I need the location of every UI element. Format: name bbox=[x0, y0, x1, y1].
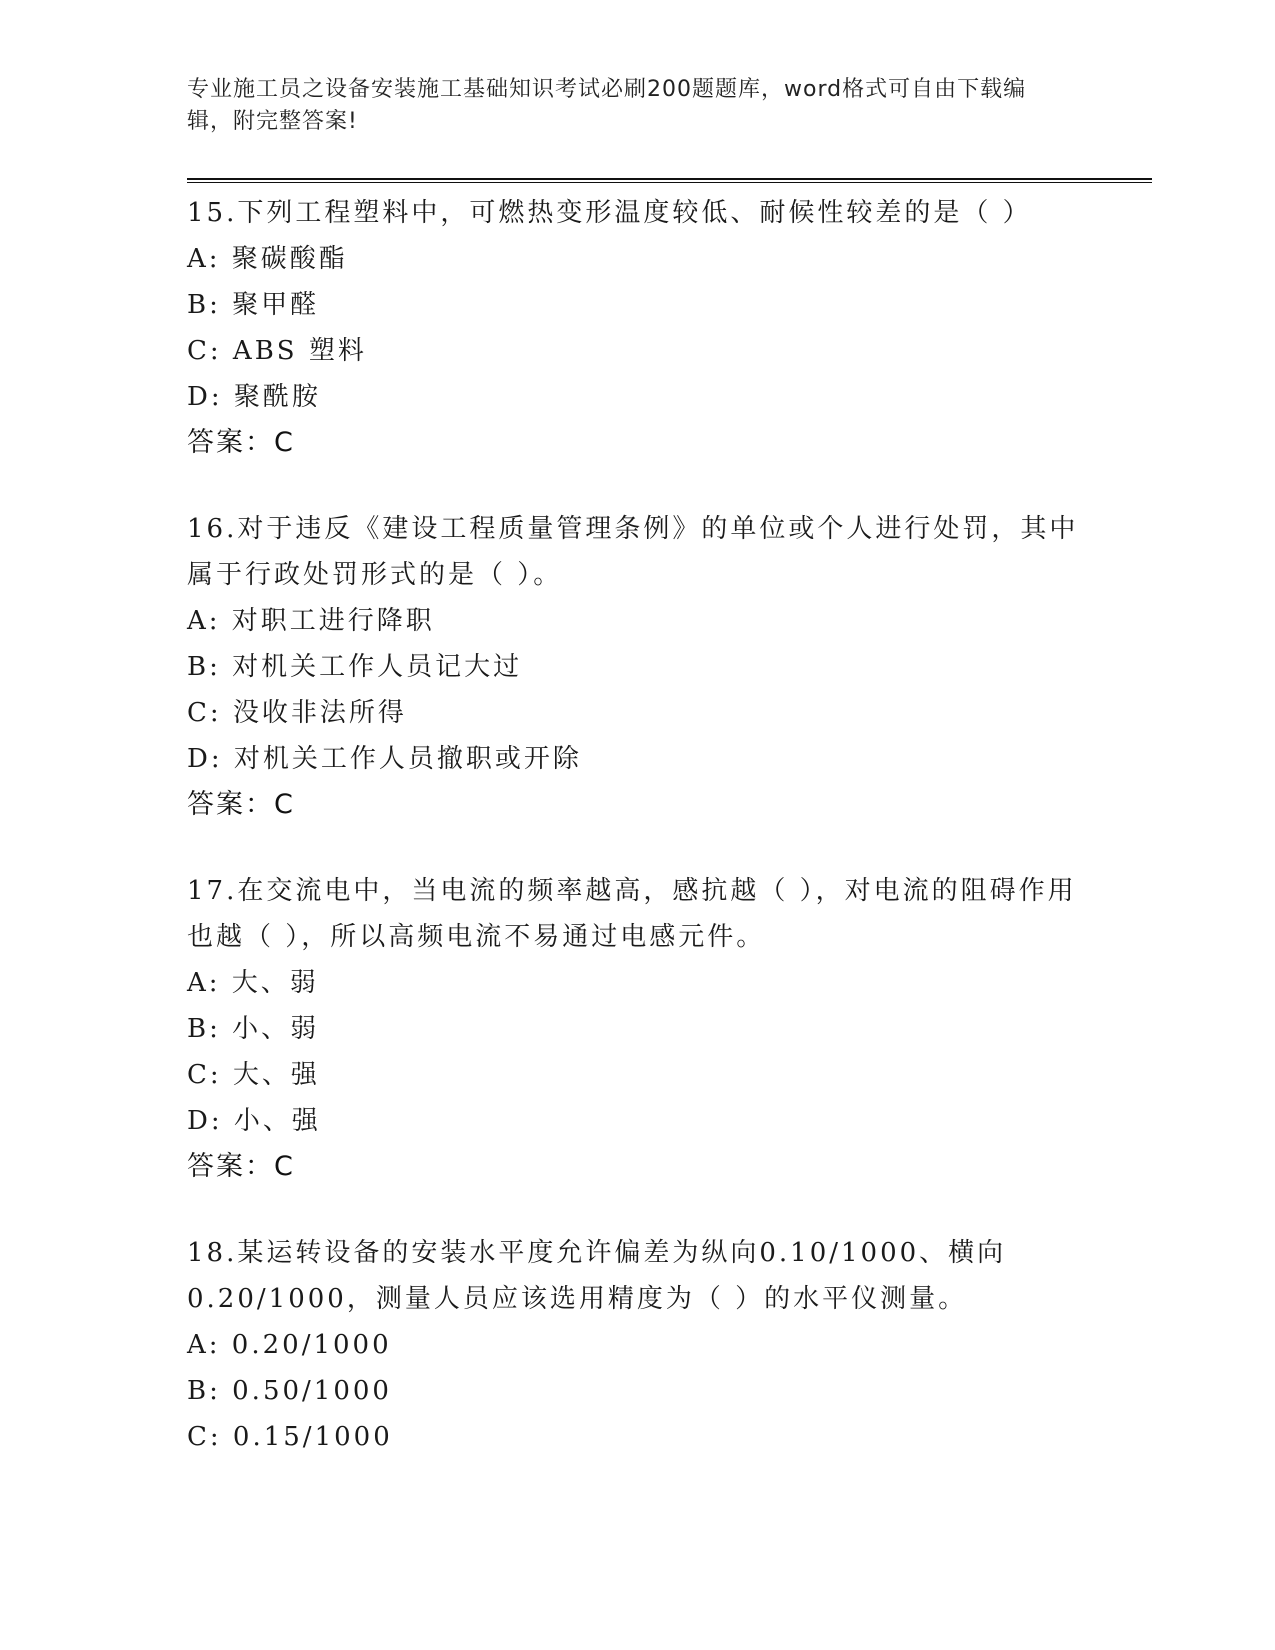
question-answer: 答案：C bbox=[187, 427, 295, 458]
question-list bbox=[187, 190, 1087, 1500]
question-answer: 答案：C bbox=[187, 789, 295, 820]
question-stem: 15.下列工程塑料中，可燃热变形温度较低、耐候性较差的是（ ） bbox=[187, 198, 1032, 228]
question-option-c: C: 0.15/1000 bbox=[187, 1422, 393, 1452]
question-option-b: B: 0.50/1000 bbox=[187, 1376, 392, 1406]
question-item bbox=[187, 190, 1087, 466]
question-answer: 答案：C bbox=[187, 1151, 295, 1182]
question-item bbox=[187, 868, 1087, 1190]
question-stem: 16.对于违反《建设工程质量管理条例》的单位或个人进行处罚，其中属于行政处罚形式的是（ ）。 bbox=[187, 514, 1079, 590]
question-item bbox=[187, 506, 1087, 828]
question-option-c: C: ABS 塑料 bbox=[187, 336, 367, 366]
document-header-title: 专业施工员之设备安装施工基础知识考试必刷200题题库，word格式可自由下载编辑，附完整答案! bbox=[187, 77, 1027, 134]
question-option-c: C: 没收非法所得 bbox=[187, 698, 407, 728]
question-item bbox=[187, 1230, 1087, 1460]
question-option-d: D: 对机关工作人员撤职或开除 bbox=[187, 744, 582, 774]
header-divider bbox=[187, 178, 1152, 183]
question-option-a: A: 大、弱 bbox=[187, 968, 319, 998]
question-stem: 17.在交流电中，当电流的频率越高，感抗越（ ），对电流的阻碍作用也越（ ），所以高频电流不易通过电感元件。 bbox=[187, 876, 1077, 952]
question-option-b: B: 小、弱 bbox=[187, 1014, 320, 1044]
question-stem: 18.某运转设备的安装水平度允许偏差为纵向0.10/1000、横向0.20/1000，测量人员应该选用精度为（ ）的水平仪测量。 bbox=[187, 1238, 1007, 1314]
question-option-a: A: 聚碳酸酯 bbox=[187, 244, 348, 274]
question-option-a: A: 对职工进行降职 bbox=[187, 606, 435, 636]
question-option-d: D: 小、强 bbox=[187, 1106, 321, 1136]
question-option-b: B: 对机关工作人员记大过 bbox=[187, 652, 523, 682]
question-option-a: A: 0.20/1000 bbox=[187, 1330, 392, 1360]
question-option-b: B: 聚甲醛 bbox=[187, 290, 320, 320]
question-option-c: C: 大、强 bbox=[187, 1060, 320, 1090]
question-option-d: D: 聚酰胺 bbox=[187, 382, 321, 412]
